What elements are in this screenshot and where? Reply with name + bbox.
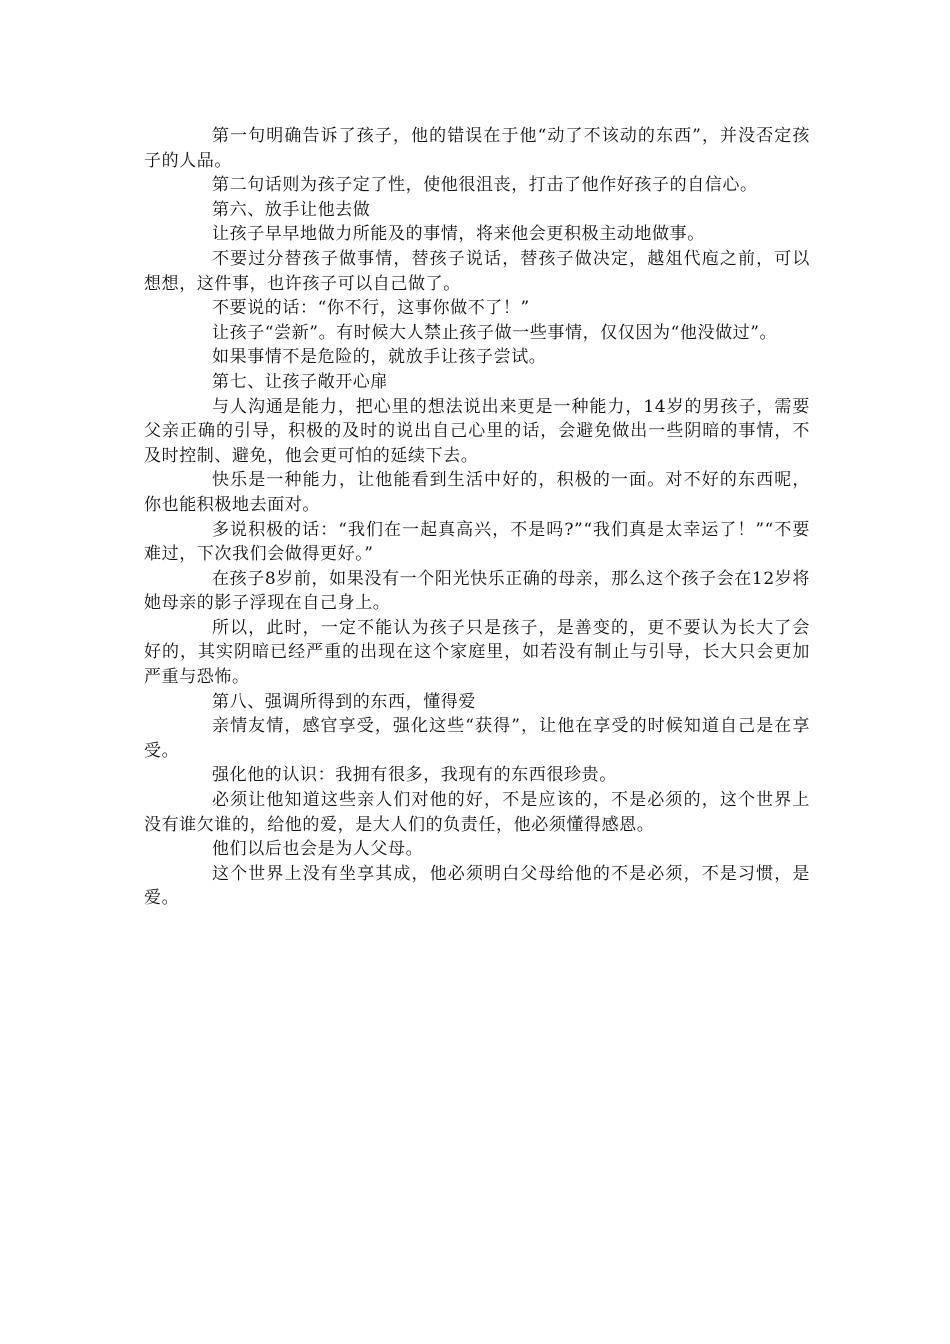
paragraph: 亲情友情，感官享受，强化这些“获得”，让他在享受的时候知道自己是在享受。 <box>144 716 810 761</box>
paragraph: 不要说的话：“你不行，这事你做不了！” <box>212 298 530 319</box>
paragraph: 第二句话则为孩子定了性，使他很沮丧，打击了他作好孩子的自信心。 <box>212 175 758 196</box>
paragraph: 在孩子8岁前，如果没有一个阳光快乐正确的母亲，那么这个孩子会在12岁将她母亲的影子浮现在自己身上。 <box>144 568 810 614</box>
paragraph: 如果事情不是危险的，就放手让孩子尝试。 <box>212 347 547 368</box>
section-heading: 第八、强调所得到的东西，懂得爱 <box>212 691 476 712</box>
paragraph: 与人沟通是能力，把心里的想法说出来更是一种能力，14岁的男孩子，需要父亲正确的引导，积极的及时的说出自己心里的话，会避免做出一些阴暗的事情，不及时控制、避免，他会更可怕的延续下去。 <box>144 396 810 466</box>
paragraph: 让孩子“尝新”。有时候大人禁止孩子做一些事情，仅仅因为“他没做过”。 <box>212 322 778 343</box>
paragraph: 这个世界上没有坐享其成，他必须明白父母给他的不是必须，不是习惯，是爱。 <box>144 863 810 909</box>
paragraph: 必须让他知道这些亲人们对他的好，不是应该的，不是必须的，这个世界上没有谁欠谁的，给他的爱，是大人们的负责任，他必须懂得感恩。 <box>144 790 810 835</box>
paragraph: 强化他的认识：我拥有很多，我现有的东西很珍贵。 <box>212 765 617 786</box>
paragraph: 多说积极的话：“我们在一起真高兴，不是吗?”“我们真是太幸运了！”“不要难过，下次我们会做得更好。” <box>144 519 810 565</box>
paragraph: 他们以后也会是为人父母。 <box>212 839 424 860</box>
paragraph: 快乐是一种能力，让他能看到生活中好的，积极的一面。对不好的东西呢，你也能积极地去面对。 <box>144 470 810 515</box>
paragraph: 让孩子早早地做力所能及的事情，将来他会更积极主动地做事。 <box>212 224 705 245</box>
paragraph: 不要过分替孩子做事情，替孩子说话，替孩子做决定，越俎代庖之前，可以想想，这件事，也许孩子可以自己做了。 <box>144 248 810 294</box>
paragraph: 第一句明确告诉了孩子，他的错误在于他“动了不该动的东西”，并没否定孩子的人品。 <box>144 126 810 171</box>
section-heading: 第七、让孩子敞开心扉 <box>212 371 388 392</box>
paragraph: 所以，此时，一定不能认为孩子只是孩子，是善变的，更不要认为长大了会好的，其实阴暗已经严重的出现在这个家庭里，如若没有制止与引导，长大只会更加严重与恐怖。 <box>144 617 810 688</box>
document-body <box>144 124 810 911</box>
section-heading: 第六、放手让他去做 <box>212 199 371 220</box>
